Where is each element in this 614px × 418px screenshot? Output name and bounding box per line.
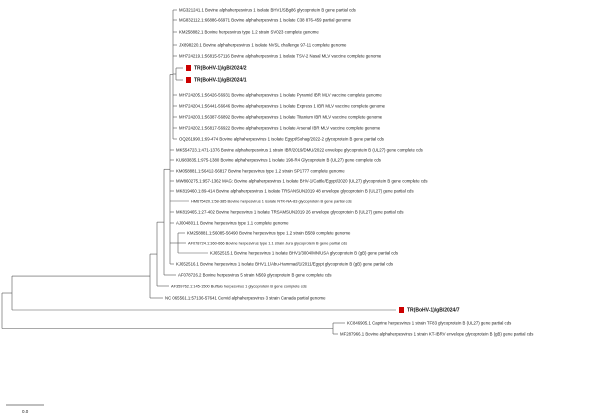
leaf-label: KJ652515.1 Bovine herpesvirus 1 isolate BHV1/3004/MN/USA glycoprotein B (gB) gene partial cds [210,250,398,256]
leaf-label: MG321241.1 Bovine alphaherpesvirus 1 isolate BHV1/SBg86 glycoprotein B gene partial cds [179,7,356,13]
leaf-label: MF287966.1 Bovine alphaherpesvirus 1 strain KT-IBRV envelope glycoprotein B (gB) gene partial cds [340,331,534,337]
leaf-label: KC846905.1 Caprine herpesvirus 1 strain TF83 glycoprotein B (UL27) gene partial cds [347,320,512,326]
leaf-label: TR(BoHV-1)/gB/2024/1 [194,77,247,84]
leaf-label: KM258882.1 Bovine herpesvirus type 1.2 strain SV023 complete genome [179,29,319,35]
leaf-label: KJ652516.1 Bovine herpesvirus 1 isolate BHV1.1/Abu-Hammad/1/2011/Egypt glycoprotein B (gB) gene partial cds [176,261,394,267]
leaf-label: KU983835.1:975-1380 Bovine alphaherpesvirus 1 isolate 198-R4 Glycoprotein B (UL27) gene complete cds [176,157,381,163]
leaf-label: OQ261990.1:69-474 Bovine alphaherpesvirus 1 isolate Egypt/Sohag/2022-2 glycoprotein B gene partial cds [179,136,384,142]
leaf-label: TR(BoHV-1)/gB/2024/2 [194,65,247,72]
highlight-square-marker [186,77,191,83]
leaf-label: MG832112.1:66886-66971 Bovine alphaherpesvirus 1 isolate C38 876-459 partial genome [179,17,352,23]
leaf-label: MH724203.1:56387-56892 Bovine alphaherpesvirus 1 isolate Titanium IBR MLV vaccine complete genome [179,114,383,120]
leaf-labels [165,8,533,337]
leaf-label: AF078724.1:360-666 Bovine herpesvirus type 1.1 strain Jura glycoprotein B gene partial cds [188,240,348,246]
leaf-label: MW860275.1:957-1362 MAG: Bovine alphaherpesvirus 1 isolate BHV-1/Cattle/Egypt/2020 (UL27) glycoprotein B gene complete cds [176,178,428,184]
leaf-label: AF078726.2 Bovine herpesvirus 5 strain N569 glycoprotein B gene complete cds [178,272,332,278]
scale-bar [6,405,44,414]
leaf-label: HM675420.1:58-385 Bovine herpesvirus 1 isolate NTK-NA-83 glycoprotein B gene partial cds [191,198,352,204]
leaf-label: MH724204.1:56441-56646 Bovine alphaherpesvirus 1 isolate Express 1 IBR MLV vaccine complete genome [179,103,386,109]
leaf-label: MK819465.1:27-402 Bovine herpesvirus 1 isolate TRSAMSUN2019 26 envelope glycoprotein B (UL27) gene partial cds [176,209,404,215]
leaf-label: MK554723.1:471-1376 Bovine alphaherpesvirus 1 strain IBR/2019/DMU/2022 envelope glycoprotein B (UL27) gene complete cds [176,147,423,153]
leaf-label: MH724202.1:56817-56922 Bovine alphaherpesvirus 1 isolate Arsenal IBR MLV vaccine complete genome [179,125,381,131]
leaf-label: MH724219.1:56815-57116 Bovine alphaherpesvirus 1 isolate TSV-2 Nasal MLV vaccine complete genome [179,53,382,59]
leaf-label: TR(BoHV-1)/gB/2024/7 [407,307,460,314]
leaf-label: MK819460.1:89-414 Bovine alphaherpesvirus 1 isolate TRSANSUN2019 48 envelope glycoprotein B (UL27) gene partial cds [176,188,414,194]
leaf-label: MH724205.1:56426-56931 Bovine alphaherpesvirus 1 isolate Pyramid IBR MLV vaccine complete genome [179,92,382,98]
highlight-square-marker [186,65,191,71]
scale-bar-label: 0.0 [22,409,29,414]
leaf-label: AF359762.1:145-1500 Buffalo herpesvirus 1 glycoprotein B gene complete cds [171,283,307,289]
leaf-label: NC 065561.1:57136-57641 Cervid alphaherpesvirus 3 strain Canada partial genome [165,295,326,301]
leaf-label: AJ004801.1 Bovine herpesvirus type 1.1 complete genome [176,220,289,226]
leaf-label: JX898220.1 Bovine alphaherpesvirus 1 isolate NVSL challenge 97-11 complete genome [179,42,347,48]
leaf-label: KM258881.1:56085-56490 Bovine herpesvirus type 1.2 strain B589 complete genome [187,230,351,236]
highlight-square-marker [399,307,404,313]
leaf-label: KM058881.1:56412-56817 Bovine herpesvirus type 1.2 strain SP1777 complete genome [176,168,345,174]
